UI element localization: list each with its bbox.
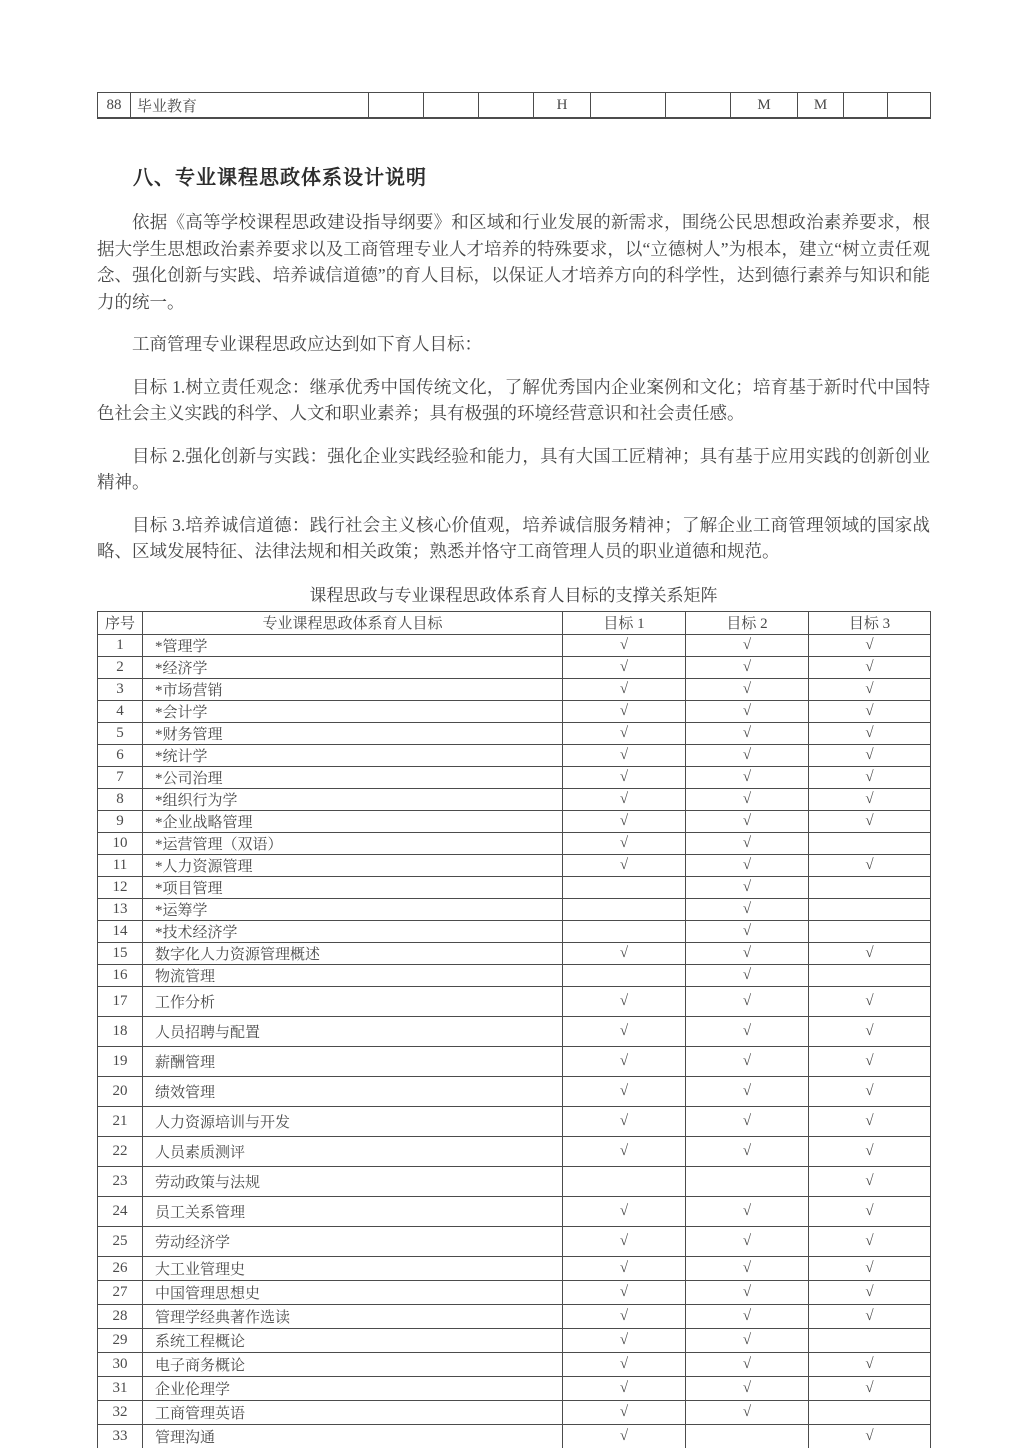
grade-cell: [591, 93, 666, 119]
goal3-check-cell: √: [809, 700, 931, 722]
course-name-cell: 薪酬管理: [143, 1046, 563, 1076]
grade-cell: [844, 93, 888, 119]
goal1-check-cell: √: [563, 1196, 686, 1226]
row-number-cell: 17: [98, 986, 143, 1016]
header-goal1: 目标 1: [563, 611, 686, 634]
table-row: [98, 1016, 931, 1046]
top-table-row: [98, 93, 931, 119]
goal1-check-cell: [563, 920, 686, 942]
course-name-cell: *人力资源管理: [143, 854, 563, 876]
grade-cell: [479, 93, 534, 119]
body-paragraph: 目标 2.强化创新与实践：强化企业实践经验和能力，具有大国工匠精神；具有基于应用实践的创新创业精神。: [97, 445, 930, 492]
course-name-cell: 工商管理英语: [143, 1400, 563, 1424]
table-row: [98, 700, 931, 722]
goal2-check-cell: √: [686, 1106, 809, 1136]
section-heading: 八、专业课程思政体系设计说明: [133, 167, 427, 189]
goal3-check-cell: [809, 876, 931, 898]
goal1-check-cell: √: [563, 986, 686, 1016]
row-number-cell: 2: [98, 656, 143, 678]
goal2-check-cell: √: [686, 766, 809, 788]
goal1-check-cell: √: [563, 634, 686, 656]
row-number-cell: 14: [98, 920, 143, 942]
goal3-check-cell: √: [809, 1376, 931, 1400]
course-name-cell: *财务管理: [143, 722, 563, 744]
goal3-check-cell: √: [809, 1352, 931, 1376]
goal1-check-cell: [563, 1166, 686, 1196]
table-row: [98, 766, 931, 788]
goal1-check-cell: √: [563, 766, 686, 788]
course-name-cell: 管理学经典著作选读: [143, 1304, 563, 1328]
goal2-check-cell: √: [686, 678, 809, 700]
goal2-check-cell: √: [686, 1226, 809, 1256]
row-number-cell: 5: [98, 722, 143, 744]
course-name-cell: 大工业管理史: [143, 1256, 563, 1280]
goal2-check-cell: √: [686, 876, 809, 898]
course-name-cell: *会计学: [143, 700, 563, 722]
goal2-check-cell: √: [686, 1400, 809, 1424]
row-number-cell: 26: [98, 1256, 143, 1280]
goal3-check-cell: √: [809, 1424, 931, 1448]
course-name-cell: 员工关系管理: [143, 1196, 563, 1226]
goal1-check-cell: [563, 898, 686, 920]
goal2-check-cell: √: [686, 1136, 809, 1166]
goal3-check-cell: √: [809, 1226, 931, 1256]
goal2-check-cell: √: [686, 1328, 809, 1352]
table-row: [98, 986, 931, 1016]
course-name-cell: 物流管理: [143, 964, 563, 986]
goal1-check-cell: √: [563, 700, 686, 722]
table-row: [98, 1280, 931, 1304]
goal1-check-cell: √: [563, 1280, 686, 1304]
goal1-check-cell: √: [563, 1424, 686, 1448]
body-paragraph: 目标 3.培养诚信道德：践行社会主义核心价值观，培养诚信服务精神；了解企业工商管理领域的国家战略、区域发展特征、法律法规和相关政策；熟悉并恪守工商管理人员的职业道德和规范。: [97, 514, 930, 561]
table-row: [98, 854, 931, 876]
goal2-check-cell: √: [686, 722, 809, 744]
goal1-check-cell: √: [563, 810, 686, 832]
goal3-check-cell: √: [809, 986, 931, 1016]
course-name-cell: 劳动政策与法规: [143, 1166, 563, 1196]
course-name-cell: 人员素质测评: [143, 1136, 563, 1166]
row-number-cell: 13: [98, 898, 143, 920]
table-row: [98, 1304, 931, 1328]
goal3-check-cell: √: [809, 1076, 931, 1106]
goal2-check-cell: √: [686, 1376, 809, 1400]
goal3-check-cell: √: [809, 1046, 931, 1076]
goal3-check-cell: √: [809, 744, 931, 766]
table-row: [98, 1106, 931, 1136]
grade-cell: 88: [98, 93, 131, 119]
row-number-cell: 22: [98, 1136, 143, 1166]
row-number-cell: 6: [98, 744, 143, 766]
goal3-check-cell: [809, 832, 931, 854]
course-name-cell: 企业伦理学: [143, 1376, 563, 1400]
goal3-check-cell: [809, 964, 931, 986]
goal3-check-cell: √: [809, 1304, 931, 1328]
body-paragraph: 目标 1.树立责任观念：继承优秀中国传统文化，了解优秀国内企业案例和文化；培育基于新时代中国特色社会主义实践的科学、人文和职业素养；具有极强的环境经营意识和社会责任感。: [97, 376, 930, 423]
goal1-check-cell: √: [563, 1304, 686, 1328]
row-number-cell: 11: [98, 854, 143, 876]
row-number-cell: 18: [98, 1016, 143, 1046]
goal1-check-cell: √: [563, 788, 686, 810]
table-row: [98, 1076, 931, 1106]
grade-cell: [666, 93, 731, 119]
goal3-check-cell: √: [809, 1136, 931, 1166]
goal2-check-cell: [686, 1424, 809, 1448]
goal3-check-cell: √: [809, 634, 931, 656]
grade-cell: [888, 93, 931, 119]
goal3-check-cell: √: [809, 854, 931, 876]
goal3-check-cell: √: [809, 1016, 931, 1046]
table-row: [98, 810, 931, 832]
table-row: [98, 1328, 931, 1352]
course-name-cell: 数字化人力资源管理概述: [143, 942, 563, 964]
row-number-cell: 25: [98, 1226, 143, 1256]
course-name-cell: 系统工程概论: [143, 1328, 563, 1352]
row-number-cell: 21: [98, 1106, 143, 1136]
row-number-cell: 28: [98, 1304, 143, 1328]
header-goal2: 目标 2: [686, 611, 809, 634]
row-number-cell: 9: [98, 810, 143, 832]
course-name-cell: *运筹学: [143, 898, 563, 920]
row-number-cell: 3: [98, 678, 143, 700]
goal2-check-cell: √: [686, 634, 809, 656]
table-row: [98, 1352, 931, 1376]
goal2-check-cell: √: [686, 1256, 809, 1280]
table-row: [98, 832, 931, 854]
goal2-check-cell: √: [686, 1016, 809, 1046]
row-number-cell: 8: [98, 788, 143, 810]
course-name-cell: *技术经济学: [143, 920, 563, 942]
goal3-check-cell: √: [809, 656, 931, 678]
goal2-check-cell: √: [686, 1076, 809, 1106]
row-number-cell: 33: [98, 1424, 143, 1448]
goal1-check-cell: √: [563, 1076, 686, 1106]
grade-cell: M: [798, 93, 844, 119]
top-table-fragment: [97, 92, 931, 119]
course-name-cell: 中国管理思想史: [143, 1280, 563, 1304]
table-row: [98, 1256, 931, 1280]
table-row: [98, 942, 931, 964]
table-row: [98, 634, 931, 656]
goal1-check-cell: √: [563, 1256, 686, 1280]
goal3-check-cell: √: [809, 788, 931, 810]
goal2-check-cell: √: [686, 1304, 809, 1328]
table-row: [98, 744, 931, 766]
row-number-cell: 12: [98, 876, 143, 898]
goal2-check-cell: √: [686, 832, 809, 854]
row-number-cell: 4: [98, 700, 143, 722]
goal2-check-cell: √: [686, 986, 809, 1016]
course-name-cell: *公司治理: [143, 766, 563, 788]
table-row: [98, 964, 931, 986]
table-row: [98, 920, 931, 942]
goal1-check-cell: √: [563, 678, 686, 700]
goal1-check-cell: √: [563, 722, 686, 744]
grade-cell: H: [534, 93, 591, 119]
goal2-check-cell: √: [686, 744, 809, 766]
goal1-check-cell: √: [563, 942, 686, 964]
goal1-check-cell: √: [563, 1016, 686, 1046]
course-name-cell: *组织行为学: [143, 788, 563, 810]
row-number-cell: 16: [98, 964, 143, 986]
header-no: 序号: [98, 611, 143, 634]
table-row: [98, 1226, 931, 1256]
header-course: 专业课程思政体系育人目标: [143, 611, 563, 634]
matrix-header-row: [98, 611, 931, 634]
goal1-check-cell: [563, 964, 686, 986]
table-row: [98, 1046, 931, 1076]
course-name-cell: 电子商务概论: [143, 1352, 563, 1376]
body-paragraph: 工商管理专业课程思政应达到如下育人目标：: [132, 334, 482, 354]
matrix-table-title: 课程思政与专业课程思政体系育人目标的支撑关系矩阵: [309, 585, 718, 605]
table-row: [98, 722, 931, 744]
grade-cell: [369, 93, 424, 119]
table-row: [98, 656, 931, 678]
goal1-check-cell: √: [563, 1376, 686, 1400]
course-name-cell: 毕业教育: [131, 93, 369, 119]
table-row: [98, 898, 931, 920]
course-name-cell: 劳动经济学: [143, 1226, 563, 1256]
row-number-cell: 31: [98, 1376, 143, 1400]
goal3-check-cell: [809, 898, 931, 920]
row-number-cell: 19: [98, 1046, 143, 1076]
goal2-check-cell: √: [686, 964, 809, 986]
course-name-cell: 工作分析: [143, 986, 563, 1016]
goal1-check-cell: √: [563, 1352, 686, 1376]
goal1-check-cell: √: [563, 1106, 686, 1136]
goal3-check-cell: √: [809, 942, 931, 964]
table-row: [98, 1136, 931, 1166]
goal1-check-cell: √: [563, 1328, 686, 1352]
course-name-cell: *项目管理: [143, 876, 563, 898]
goal3-check-cell: √: [809, 810, 931, 832]
row-number-cell: 32: [98, 1400, 143, 1424]
goal3-check-cell: √: [809, 722, 931, 744]
grade-cell: [424, 93, 479, 119]
course-name-cell: *市场营销: [143, 678, 563, 700]
course-name-cell: 人力资源培训与开发: [143, 1106, 563, 1136]
goal3-check-cell: [809, 1328, 931, 1352]
goal2-check-cell: √: [686, 700, 809, 722]
goal1-check-cell: √: [563, 656, 686, 678]
row-number-cell: 20: [98, 1076, 143, 1106]
goal2-check-cell: √: [686, 920, 809, 942]
row-number-cell: 10: [98, 832, 143, 854]
matrix-table: [97, 611, 931, 1448]
row-number-cell: 15: [98, 942, 143, 964]
table-row: [98, 1424, 931, 1448]
goal3-check-cell: √: [809, 1256, 931, 1280]
goal2-check-cell: [686, 1166, 809, 1196]
table-row: [98, 678, 931, 700]
row-number-cell: 1: [98, 634, 143, 656]
goal2-check-cell: √: [686, 942, 809, 964]
course-name-cell: *运营管理（双语）: [143, 832, 563, 854]
row-number-cell: 27: [98, 1280, 143, 1304]
goal2-check-cell: √: [686, 898, 809, 920]
course-name-cell: *管理学: [143, 634, 563, 656]
goal2-check-cell: √: [686, 1196, 809, 1226]
table-row: [98, 1196, 931, 1226]
goal2-check-cell: √: [686, 1046, 809, 1076]
row-number-cell: 7: [98, 766, 143, 788]
goal1-check-cell: √: [563, 854, 686, 876]
goal3-check-cell: √: [809, 1106, 931, 1136]
body-text: [97, 209, 930, 565]
goal1-check-cell: [563, 876, 686, 898]
course-name-cell: 绩效管理: [143, 1076, 563, 1106]
goal1-check-cell: √: [563, 1226, 686, 1256]
course-name-cell: *统计学: [143, 744, 563, 766]
course-name-cell: 管理沟通: [143, 1424, 563, 1448]
table-row: [98, 876, 931, 898]
goal1-check-cell: √: [563, 744, 686, 766]
goal1-check-cell: √: [563, 1136, 686, 1166]
course-name-cell: *企业战略管理: [143, 810, 563, 832]
table-row: [98, 1400, 931, 1424]
row-number-cell: 29: [98, 1328, 143, 1352]
course-name-cell: 人员招聘与配置: [143, 1016, 563, 1046]
table-row: [98, 788, 931, 810]
goal1-check-cell: √: [563, 1046, 686, 1076]
row-number-cell: 30: [98, 1352, 143, 1376]
goal2-check-cell: √: [686, 854, 809, 876]
course-name-cell: *经济学: [143, 656, 563, 678]
goal3-check-cell: [809, 920, 931, 942]
goal2-check-cell: √: [686, 1280, 809, 1304]
goal3-check-cell: √: [809, 766, 931, 788]
goal3-check-cell: √: [809, 1196, 931, 1226]
goal2-check-cell: √: [686, 1352, 809, 1376]
body-paragraph: 依据《高等学校课程思政建设指导纲要》和区域和行业发展的新需求，围绕公民思想政治素养要求，根据大学生思想政治素养要求以及工商管理专业人才培养的特殊要求，以“立德树人”为根本，建立“树立责任观念、强化创新与实践、培养诚信道德”的育人目标，以保证人才培养方向的科学性，达到德行素养与知识和能力的统一。: [97, 212, 930, 312]
goal3-check-cell: √: [809, 678, 931, 700]
header-goal3: 目标 3: [809, 611, 931, 634]
grade-cell: M: [731, 93, 798, 119]
row-number-cell: 24: [98, 1196, 143, 1226]
goal1-check-cell: √: [563, 1400, 686, 1424]
goal3-check-cell: √: [809, 1166, 931, 1196]
goal3-check-cell: [809, 1400, 931, 1424]
goal1-check-cell: √: [563, 832, 686, 854]
table-row: [98, 1376, 931, 1400]
row-number-cell: 23: [98, 1166, 143, 1196]
goal2-check-cell: √: [686, 788, 809, 810]
goal3-check-cell: √: [809, 1280, 931, 1304]
table-row: [98, 1166, 931, 1196]
goal2-check-cell: √: [686, 810, 809, 832]
goal2-check-cell: √: [686, 656, 809, 678]
